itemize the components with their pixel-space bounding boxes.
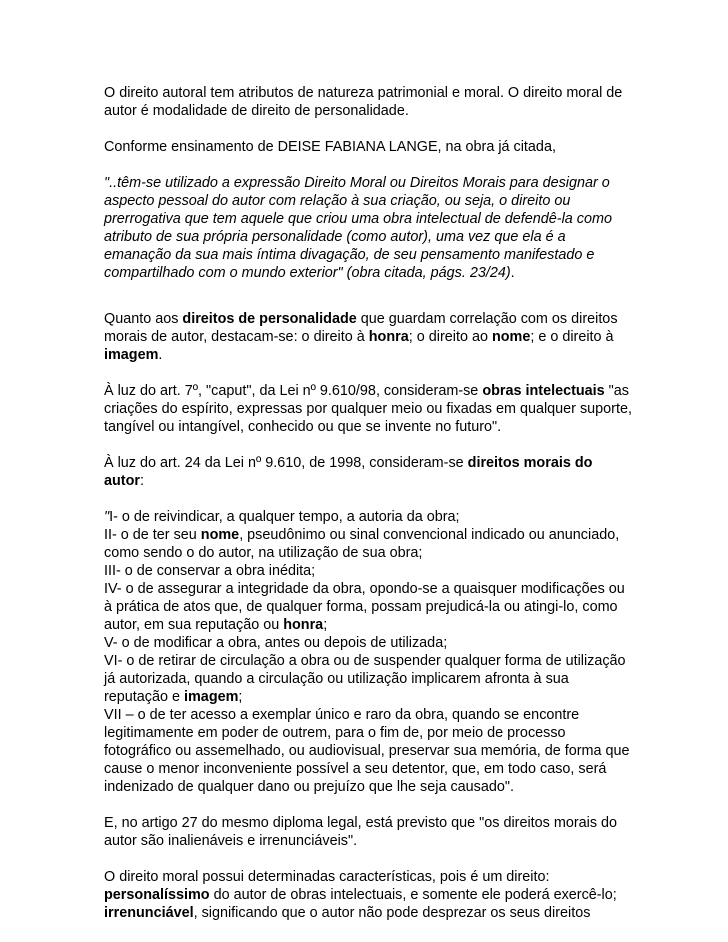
bold-text: nome bbox=[200, 527, 240, 543]
text-line bbox=[104, 670, 628, 688]
document-body bbox=[104, 84, 632, 922]
text-line bbox=[104, 598, 628, 616]
italic-text: atributo de sua própria personalidade (como autor), uma vez que ela é a bbox=[104, 229, 566, 245]
text-line bbox=[104, 724, 628, 742]
text-line bbox=[104, 562, 628, 580]
text-segment: cause o menor inconveniente possível a seu detentor, que, em todo caso, será bbox=[104, 761, 607, 777]
text-line bbox=[104, 210, 628, 228]
paragraph-p8 bbox=[104, 814, 628, 850]
text-line bbox=[104, 84, 628, 102]
text-segment: . bbox=[510, 265, 515, 281]
text-segment: ; o direito ao bbox=[408, 329, 492, 345]
text-segment: autor é modalidade de direito de personalidade. bbox=[104, 103, 409, 119]
text-segment: reputação e bbox=[104, 689, 185, 705]
text-line bbox=[104, 544, 628, 562]
paragraph-p6 bbox=[104, 454, 628, 490]
text-line bbox=[104, 526, 628, 544]
bold-text: personalíssimo bbox=[104, 887, 210, 903]
text-line bbox=[104, 246, 628, 264]
text-line bbox=[104, 652, 628, 670]
text-segment: IV- o de assegurar a integridade da obra, opondo-se a quaisquer modificações ou bbox=[104, 581, 625, 597]
text-segment: À luz do art. 24 da Lei nº 9.610, de 1998, consideram-se bbox=[104, 455, 468, 471]
text-line bbox=[104, 778, 628, 796]
text-line bbox=[104, 310, 628, 328]
text-segment: O direito autoral tem atributos de natureza patrimonial e moral. O direito moral de bbox=[104, 85, 623, 101]
text-line bbox=[104, 382, 628, 400]
text-segment: à prática de atos que, de qualquer forma, possam prejudicá-la ou atingi-lo, como bbox=[104, 599, 618, 615]
text-line bbox=[104, 472, 628, 490]
bold-text: irrenunciável bbox=[104, 905, 194, 921]
text-segment: À luz do art. 7º, "caput", da Lei nº 9.610/98, consideram-se bbox=[104, 383, 483, 399]
paragraph-p1 bbox=[104, 84, 628, 120]
text-line bbox=[104, 742, 628, 760]
text-segment: VI- o de retirar de circulação a obra ou de suspender qualquer forma de utilização bbox=[104, 653, 626, 669]
text-segment: morais de autor, destacam-se: o direito à bbox=[104, 329, 369, 345]
text-segment: Quanto aos bbox=[104, 311, 183, 327]
paragraph-p9 bbox=[104, 868, 628, 922]
bold-text: honra bbox=[368, 329, 409, 345]
text-line bbox=[104, 832, 628, 850]
text-line bbox=[104, 346, 628, 364]
italic-text: prerrogativa que tem aquele que criou uma obra intelectual de defendê-la como bbox=[104, 211, 612, 227]
text-segment: que guardam correlação com os direitos bbox=[356, 311, 618, 327]
text-line bbox=[104, 264, 628, 282]
paragraph-p7-list bbox=[104, 508, 628, 796]
text-segment: fotográfico ou assemelhado, ou audiovisual, preservar sua memória, de forma que bbox=[104, 743, 630, 759]
text-line bbox=[104, 814, 628, 832]
text-segment: autor, em sua reputação ou bbox=[104, 617, 284, 633]
text-segment: , pseudônimo ou sinal convencional indicado ou anunciado, bbox=[239, 527, 620, 543]
paragraph-p2 bbox=[104, 138, 628, 156]
paragraph-p5 bbox=[104, 382, 632, 436]
text-line bbox=[104, 418, 628, 436]
text-line bbox=[104, 328, 628, 346]
text-line bbox=[104, 904, 628, 922]
text-segment: VII – o de ter acesso a exemplar único e raro da obra, quando se encontre bbox=[104, 707, 580, 723]
text-line bbox=[104, 508, 628, 526]
bold-text: imagem bbox=[104, 347, 159, 363]
italic-text: " bbox=[104, 509, 110, 525]
text-segment: V- o de modificar a obra, antes ou depois de utilizada; bbox=[104, 635, 448, 651]
text-segment: "as bbox=[604, 383, 629, 399]
text-line bbox=[104, 192, 628, 210]
italic-text: compartilhado com o mundo exterior" (obra citada, págs. 23/24) bbox=[104, 265, 511, 281]
text-line bbox=[104, 138, 628, 156]
italic-text: "..têm-se utilizado a expressão Direito Moral ou Direitos Morais para designar o bbox=[104, 175, 610, 191]
text-segment: Conforme ensinamento de DEISE FABIANA LANGE, na obra já citada, bbox=[104, 139, 556, 155]
text-segment: II- o de ter seu bbox=[104, 527, 201, 543]
bold-text: obras intelectuais bbox=[482, 383, 605, 399]
text-segment: criações do espírito, expressas por qualquer meio ou fixadas em qualquer suporte, bbox=[104, 401, 632, 417]
bold-text: honra bbox=[283, 617, 324, 633]
bold-text: nome bbox=[491, 329, 531, 345]
bold-text: imagem bbox=[184, 689, 239, 705]
text-segment: legitimamente em poder de outrem, para o fim de, por meio de processo bbox=[104, 725, 566, 741]
text-line bbox=[104, 102, 628, 120]
text-line bbox=[104, 580, 628, 598]
text-segment: já autorizada, quando a circulação ou utilização implicarem afronta à sua bbox=[104, 671, 569, 687]
text-line bbox=[104, 454, 628, 472]
text-segment: ; bbox=[323, 617, 328, 633]
text-line bbox=[104, 616, 628, 634]
text-line bbox=[104, 228, 628, 246]
text-segment: : bbox=[139, 473, 144, 489]
text-segment: autor são inalienáveis e irrenunciáveis". bbox=[104, 833, 358, 849]
text-segment: , significando que o autor não pode desprezar os seus direitos bbox=[193, 905, 591, 921]
text-line bbox=[104, 868, 628, 886]
bold-text: autor bbox=[104, 473, 140, 489]
text-segment: O direito moral possui determinadas características, pois é um direito: bbox=[104, 869, 550, 885]
text-segment: tangível ou intangível, conhecido ou que se invente no futuro". bbox=[104, 419, 502, 435]
text-line bbox=[104, 174, 628, 192]
italic-text: aspecto pessoal do autor com relação à sua criação, ou seja, o direito ou bbox=[104, 193, 571, 209]
text-segment: do autor de obras intelectuais, e somente ele poderá exercê-lo; bbox=[209, 887, 617, 903]
text-segment: . bbox=[158, 347, 163, 363]
text-line bbox=[104, 688, 628, 706]
text-line bbox=[104, 706, 628, 724]
text-segment: E, no artigo 27 do mesmo diploma legal, está previsto que "os direitos morais do bbox=[104, 815, 618, 831]
text-line bbox=[104, 760, 628, 778]
text-segment: I- o de reivindicar, a qualquer tempo, a autoria da obra; bbox=[109, 509, 460, 525]
paragraph-p3-quote bbox=[104, 174, 628, 282]
bold-text: direitos de personalidade bbox=[182, 311, 357, 327]
bold-text: direitos morais do bbox=[467, 455, 593, 471]
text-segment: ; e o direito à bbox=[530, 329, 614, 345]
text-segment: como sendo o do autor, na utilização de sua obra; bbox=[104, 545, 423, 561]
text-segment: III- o de conservar a obra inédita; bbox=[104, 563, 316, 579]
text-line bbox=[104, 634, 628, 652]
paragraph-p4 bbox=[104, 310, 628, 364]
text-segment: ; bbox=[238, 689, 243, 705]
text-segment: indenizado de qualquer dano ou prejuízo que lhe seja causado". bbox=[104, 779, 514, 795]
text-line bbox=[104, 886, 628, 904]
italic-text: emanação da sua mais íntima divagação, de seu pensamento manifestado e bbox=[104, 247, 595, 263]
text-line bbox=[104, 400, 632, 418]
